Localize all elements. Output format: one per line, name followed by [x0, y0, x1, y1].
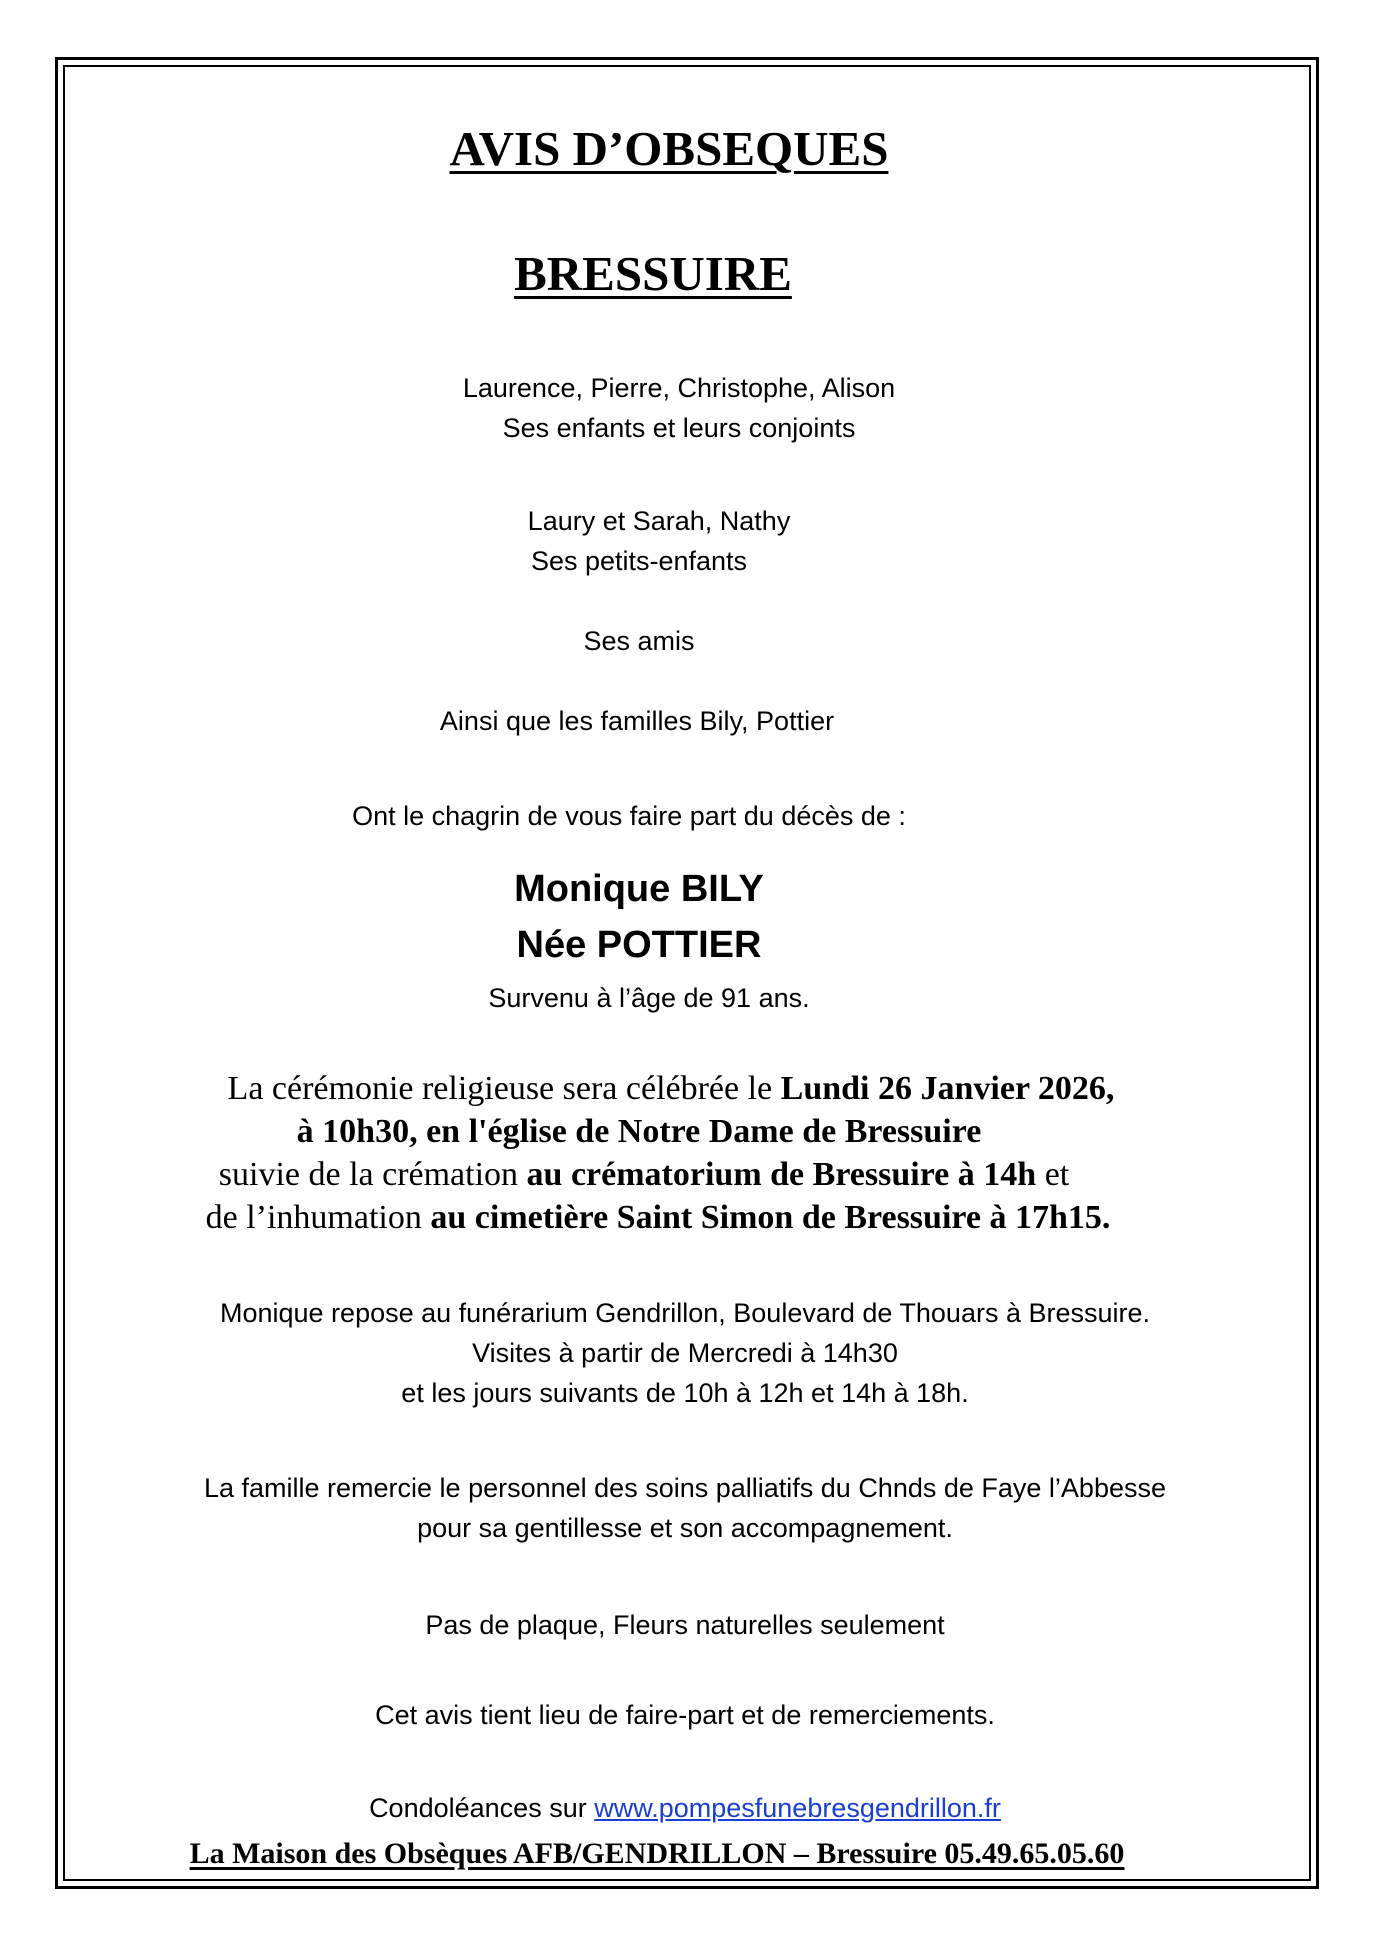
ceremony-line-4 [0, 1199, 1347, 1237]
thanks-line-2: pour sa gentillesse et son accompagnement. [417, 1513, 953, 1543]
ceremony-line-3-end: et [1036, 1156, 1070, 1193]
ceremony-date: Lundi 26 Janvier 2026, [780, 1070, 1115, 1107]
condolences-link[interactable]: www.pompesfunebresgendrillon.fr [594, 1793, 1001, 1823]
ceremony-time-place: à 10h30, en l'église de Notre Dame de Bressuire [296, 1113, 982, 1150]
notice-title: AVIS D’OBSEQUES [449, 121, 889, 176]
grandchildren-label: Ses petits-enfants [530, 546, 748, 576]
families-line: Ainsi que les familles Bily, Pottier [439, 706, 835, 736]
children-label: Ses enfants et leurs conjoints [502, 413, 856, 443]
friends-line: Ses amis [583, 626, 695, 656]
burial-info: au cimetière Saint Simon de Bressuire à 17h15. [430, 1199, 1111, 1236]
flowers-line: Pas de plaque, Fleurs naturelles seulement [425, 1610, 945, 1640]
age-line: Survenu à l’âge de 91 ans. [488, 983, 810, 1013]
grandchildren-names: Laury et Sarah, Nathy [527, 506, 791, 536]
condolences-line [0, 1793, 1374, 1824]
deceased-name: Monique BILY [514, 868, 764, 910]
visits-line-2: Visites à partir de Mercredi à 14h30 [472, 1338, 898, 1368]
notice-note: Cet avis tient lieu de faire-part et de remerciements. [375, 1700, 995, 1730]
town-heading: BRESSUIRE [514, 246, 792, 301]
ceremony-line-1 [0, 1070, 1360, 1108]
thanks-line-1: La famille remercie le personnel des soins palliatifs du Chnds de Faye l’Abbesse [203, 1473, 1166, 1503]
cremation-info: au crématorium de Bressuire à 14h [526, 1156, 1037, 1193]
ceremony-line-3-text: suivie de la crémation [218, 1156, 527, 1193]
children-names: Laurence, Pierre, Christophe, Alison [462, 373, 896, 403]
funeral-home-footer: La Maison des Obsèques AFB/GENDRILLON – Bressuire 05.49.65.05.60 [189, 1837, 1125, 1870]
ceremony-line-4-text: de l’inhumation [205, 1199, 431, 1236]
ceremony-line-1-text: La cérémonie religieuse sera célébrée le [227, 1070, 781, 1107]
ceremony-line-3 [0, 1156, 1333, 1194]
announcement-line: Ont le chagrin de vous faire part du décès de : [352, 801, 906, 831]
deceased-maiden-name: Née POTTIER [516, 924, 762, 966]
visits-line-3: et les jours suivants de 10h à 12h et 14h à 18h. [401, 1378, 969, 1408]
inner-border [63, 65, 1311, 1881]
visits-line-1: Monique repose au funérarium Gendrillon, Boulevard de Thouars à Bressuire. [219, 1298, 1151, 1328]
condolences-label: Condoléances sur [369, 1793, 595, 1823]
ceremony-line-2 [0, 1113, 1328, 1151]
